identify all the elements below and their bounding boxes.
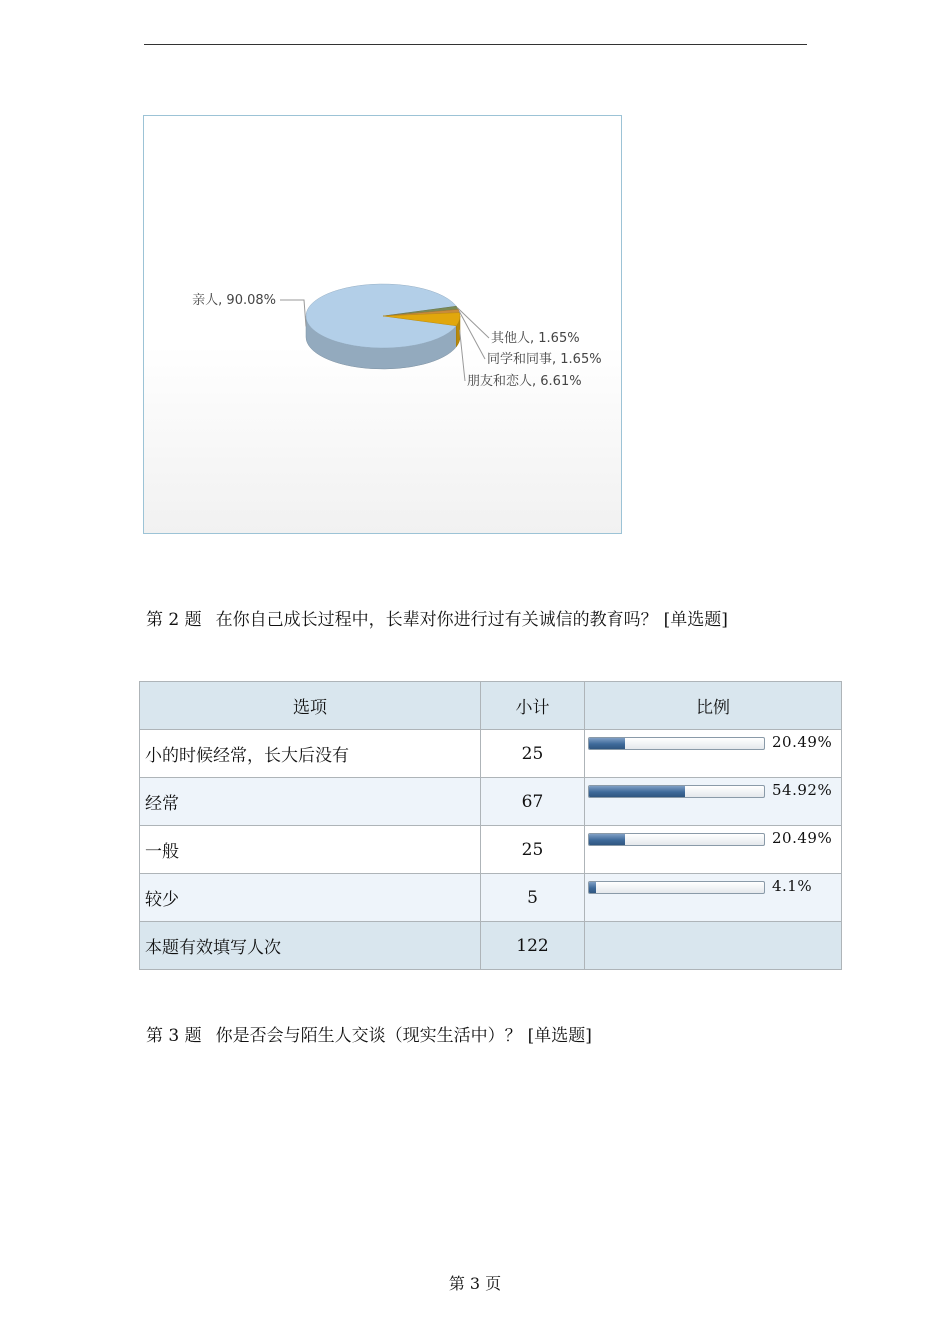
question-3 bbox=[146, 1021, 592, 1046]
ratio-text: 4.1% bbox=[772, 877, 813, 895]
option-label: 一般 bbox=[140, 826, 481, 874]
ratio-text: 54.92% bbox=[772, 781, 833, 799]
pie-slice-label: 亲人, 90.08% bbox=[192, 293, 276, 308]
question-2-number: 第 2 题 bbox=[146, 610, 202, 630]
pie-leader-line bbox=[280, 300, 306, 327]
pie-slice-label: 其他人, 1.65% bbox=[491, 331, 580, 346]
ratio-text: 20.49% bbox=[772, 829, 833, 847]
ratio-bar-fill bbox=[589, 738, 625, 749]
option-ratio bbox=[585, 778, 842, 826]
header-ratio: 比例 bbox=[585, 682, 842, 730]
option-label: 经常 bbox=[140, 778, 481, 826]
total-row bbox=[140, 922, 842, 970]
ratio-bar-fill bbox=[589, 834, 625, 845]
pie-slice-label: 同学和同事, 1.65% bbox=[487, 352, 602, 367]
option-count: 67 bbox=[481, 778, 585, 826]
option-ratio bbox=[585, 874, 842, 922]
option-ratio bbox=[585, 730, 842, 778]
ratio-bar bbox=[588, 833, 765, 846]
ratio-bar bbox=[588, 881, 765, 894]
total-label: 本题有效填写人次 bbox=[140, 922, 481, 970]
question-3-text: 你是否会与陌生人交谈（现实生活中）？ bbox=[215, 1026, 522, 1046]
header-rule bbox=[144, 44, 807, 45]
option-count: 25 bbox=[481, 730, 585, 778]
ratio-bar-fill bbox=[589, 882, 596, 893]
question-2-text: 在你自己成长过程中，长辈对你进行过有关诚信的教育吗？ bbox=[215, 610, 658, 630]
header-count: 小计 bbox=[481, 682, 585, 730]
pie-leader-line bbox=[459, 311, 485, 359]
page-number: 第 3 页 bbox=[448, 1274, 502, 1293]
results-table bbox=[139, 681, 842, 970]
question-3-type: [单选题] bbox=[527, 1026, 592, 1046]
pie-chart bbox=[144, 116, 623, 535]
pie-chart-panel bbox=[143, 115, 622, 534]
total-count: 122 bbox=[481, 922, 585, 970]
ratio-text: 20.49% bbox=[772, 733, 833, 751]
option-ratio bbox=[585, 826, 842, 874]
table-row bbox=[140, 826, 842, 874]
table-row bbox=[140, 730, 842, 778]
ratio-bar-fill bbox=[589, 786, 685, 797]
pie-leader-line bbox=[457, 308, 489, 338]
table-row bbox=[140, 874, 842, 922]
header-option: 选项 bbox=[140, 682, 481, 730]
pie-slice-label: 朋友和恋人, 6.61% bbox=[467, 374, 582, 389]
ratio-bar bbox=[588, 785, 765, 798]
option-count: 25 bbox=[481, 826, 585, 874]
table-row bbox=[140, 778, 842, 826]
pie-leader-line bbox=[460, 330, 465, 381]
option-count: 5 bbox=[481, 874, 585, 922]
total-ratio-empty bbox=[585, 922, 842, 970]
question-2-type: [单选题] bbox=[663, 610, 728, 630]
question-3-number: 第 3 题 bbox=[146, 1026, 202, 1046]
option-label: 小的时候经常，长大后没有 bbox=[140, 730, 481, 778]
option-label: 较少 bbox=[140, 874, 481, 922]
question-2 bbox=[146, 605, 728, 630]
ratio-bar bbox=[588, 737, 765, 750]
